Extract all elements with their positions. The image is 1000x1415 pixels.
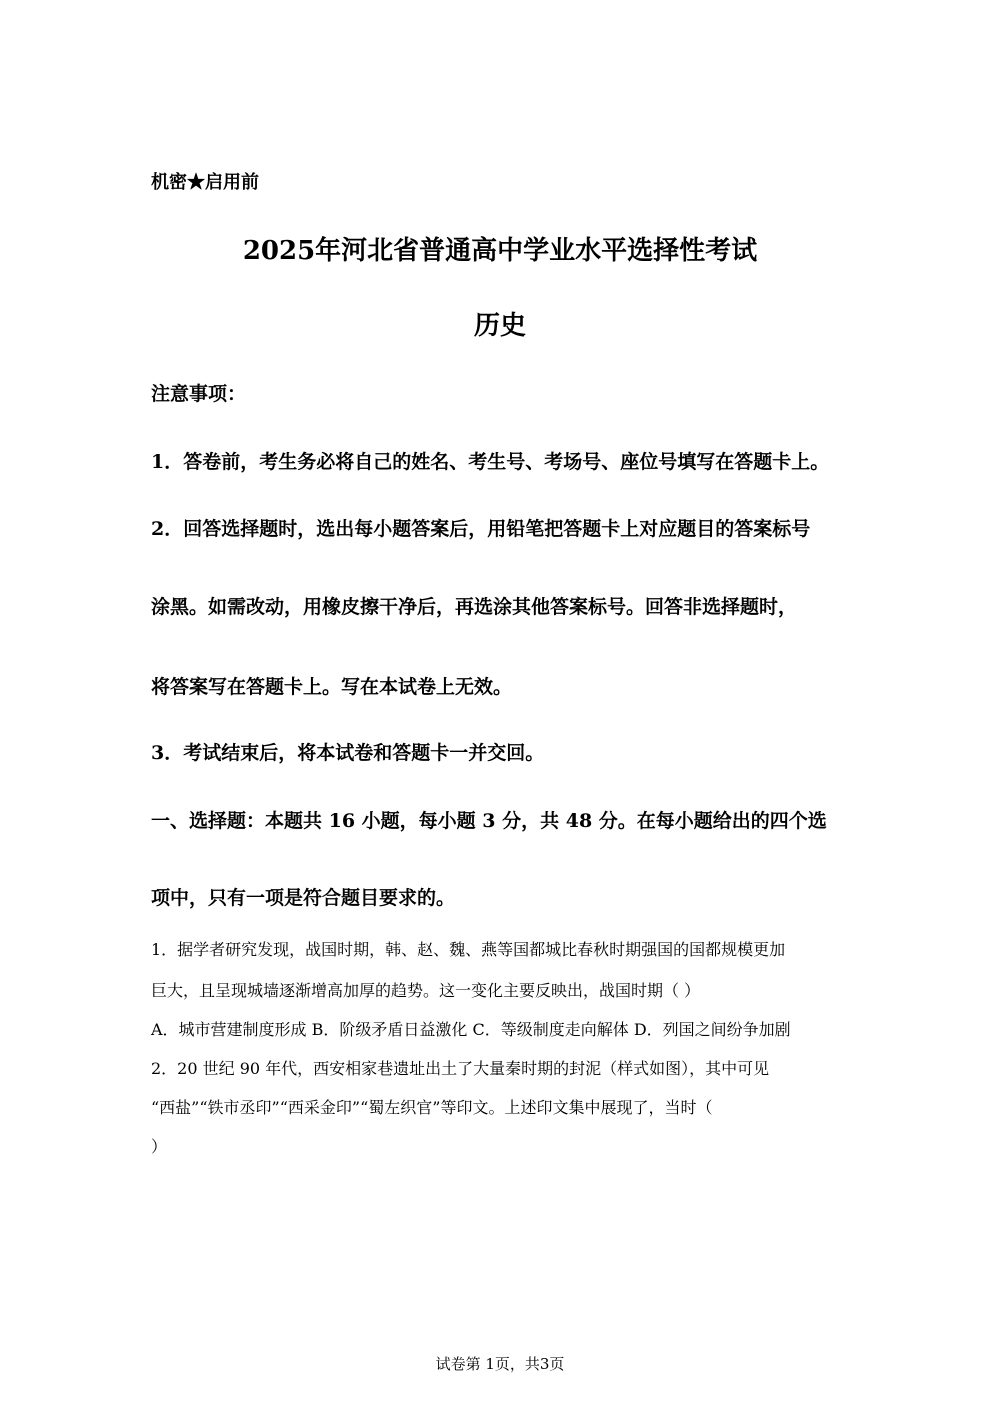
question-2-stem-line-1: 2．20 世纪 90 年代，西安相家巷遗址出土了大量秦时期的封泥（样式如图），其中可见 (151, 1059, 770, 1078)
notice-item-3: 3．考试结束后，将本试卷和答题卡一并交回。 (151, 742, 545, 764)
page-footer: 试卷第 1页，共3页 (435, 1355, 565, 1373)
subject-title: 历史 (473, 311, 526, 341)
exam-title: 2025年河北省普通高中学业水平选择性考试 (242, 236, 758, 266)
section-heading-line-2: 项中，只有一项是符合题目要求的。 (151, 887, 456, 909)
question-2-stem-line-3: ） (151, 1137, 168, 1156)
section-heading-line-1: 一、选择题：本题共 16 小题，每小题 3 分，共 48 分。在每小题给出的四个选 (151, 810, 827, 832)
question-1-stem-line-2: 巨大，且呈现城墙逐渐增高加厚的趋势。这一变化主要反映出，战国时期（ ） (151, 981, 701, 1000)
notice-item-2-line-1: 2．回答选择题时，选出每小题答案后，用铅笔把答题卡上对应题目的答案标号 (151, 518, 811, 540)
notice-item-2-line-2: 涂黑。如需改动，用橡皮擦干净后，再选涂其他答案标号。回答非选择题时， (151, 596, 798, 618)
notice-heading: 注意事项： (151, 383, 247, 405)
notice-item-1: 1．答卷前，考生务必将自己的姓名、考生号、考场号、座位号填写在答题卡上。 (151, 451, 830, 473)
question-1-stem-line-1: 1．据学者研究发现，战国时期，韩、赵、魏、燕等国都城比春秋时期强国的国都规模更加 (151, 940, 786, 959)
question-1-options: A．城市营建制度形成 B．阶级矛盾日益激化 C．等级制度走向解体 D．列国之间纷争加剧 (151, 1020, 791, 1039)
confidential-label: 机密★启用前 (151, 172, 259, 193)
question-2-stem-line-2: “西盐”“铁市丞印”“西采金印”“蜀左织官”等印文。上述印文集中展现了，当时（ (151, 1098, 713, 1117)
notice-item-2-line-3: 将答案写在答题卡上。写在本试卷上无效。 (151, 676, 513, 698)
